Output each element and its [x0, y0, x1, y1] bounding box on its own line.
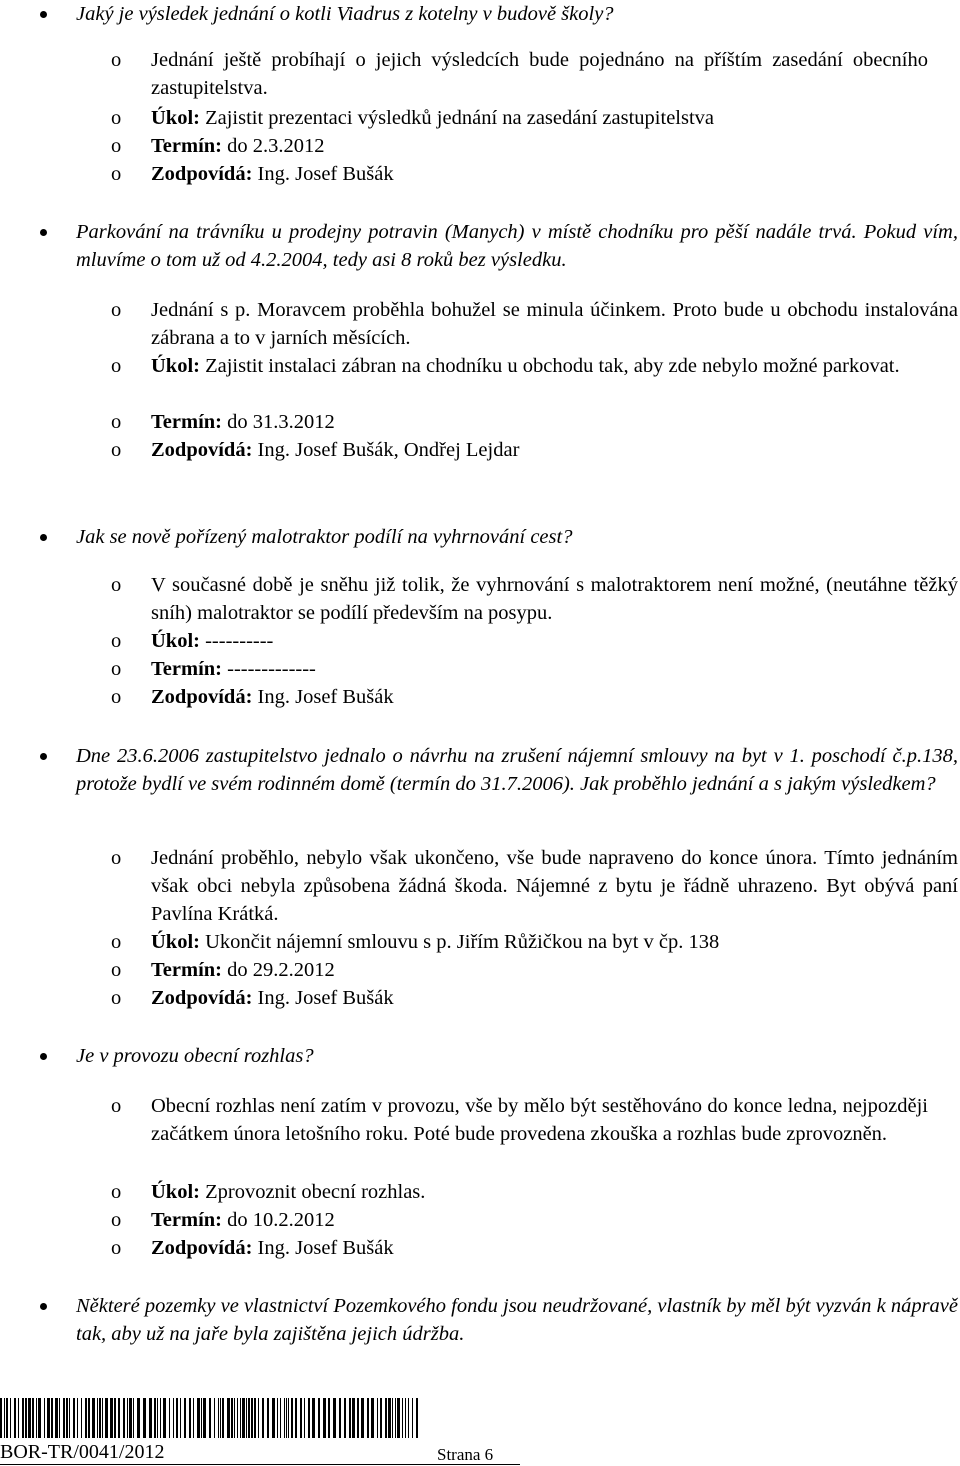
item-label: Termín: — [151, 411, 222, 433]
sub-bullet-marker: o — [111, 987, 122, 1009]
sub-bullet-marker: o — [111, 574, 122, 596]
item-text: Obecní rozhlas není zatím v provozu, vše by mělo být sestěhováno do konce ledna, nejpozději začátkem února letošního roku. Poté bude provedena zkouška a rozhlas bude zprovozněn. — [151, 1095, 928, 1145]
item-label: Úkol: — [151, 931, 200, 953]
item-label: Úkol: — [151, 107, 200, 129]
barcode-icon — [0, 1398, 420, 1438]
bullet-icon — [40, 534, 47, 541]
item-label: Zodpovídá: — [151, 987, 253, 1009]
topic-question: Parkování na trávníku u prodejny potravin (Manych) v místě chodníku pro pěší nadále trvá. Pokud vím, mluvíme o tom už od 4.2.2004, tedy asi 8 roků bez výsledku. — [76, 221, 958, 271]
sub-bullet-marker: o — [111, 1095, 122, 1117]
topic-question: Jaký je výsledek jednání o kotli Viadrus z kotelny v budově školy? — [76, 3, 614, 25]
item-text: Zodpovídá: Ing. Josef Bušák — [151, 1237, 394, 1259]
sub-bullet-marker: o — [111, 931, 122, 953]
item-label: Termín: — [151, 959, 222, 981]
item-label: Termín: — [151, 135, 222, 157]
sub-bullet-marker: o — [111, 49, 122, 71]
sub-bullet-marker: o — [111, 959, 122, 981]
item-text: Jednání ještě probíhají o jejich výsledcích bude pojednáno na příštím zasedání obecního zastupitelstva. — [151, 49, 928, 99]
item-text: Úkol: Zajistit instalaci zábran na chodníku u obchodu tak, aby zde nebylo možné parkovat. — [151, 355, 900, 377]
item-text: Termín: do 10.2.2012 — [151, 1209, 335, 1231]
item-label: Úkol: — [151, 1181, 200, 1203]
page-footer — [0, 1398, 960, 1465]
sub-bullet-marker: o — [111, 1209, 122, 1231]
item-label: Zodpovídá: — [151, 439, 253, 461]
bullet-icon — [40, 11, 47, 18]
document-id: BOR-TR/0041/2012 — [0, 1441, 165, 1463]
sub-bullet-marker: o — [111, 355, 122, 377]
item-text: Zodpovídá: Ing. Josef Bušák — [151, 163, 394, 185]
bullet-icon — [40, 753, 47, 760]
sub-bullet-marker: o — [111, 299, 122, 321]
bullet-icon — [40, 1303, 47, 1310]
sub-bullet-marker: o — [111, 658, 122, 680]
sub-bullet-marker: o — [111, 163, 122, 185]
item-text: Zodpovídá: Ing. Josef Bušák — [151, 987, 394, 1009]
item-label: Zodpovídá: — [151, 1237, 253, 1259]
sub-bullet-marker: o — [111, 107, 122, 129]
bullet-icon — [40, 229, 47, 236]
item-label: Termín: — [151, 1209, 222, 1231]
bullet-icon — [40, 1053, 47, 1060]
sub-bullet-marker: o — [111, 630, 122, 652]
item-text: Termín: do 2.3.2012 — [151, 135, 325, 157]
topic-question: Dne 23.6.2006 zastupitelstvo jednalo o návrhu na zrušení nájemní smlouvy na byt v 1. poschodí č.p.138, protože bydlí ve svém rodinném domě (termín do 31.7.2006). Jak proběhlo jednání a s jakým výsledkem? — [76, 745, 958, 795]
item-text: Jednání proběhlo, nebylo však ukončeno, vše bude napraveno do konce února. Tímto jednáním však obci nebyla způsobena žádná škoda. Nájemné z bytu je řádně uhrazeno. Byt obývá paní Pavlína Krátká. — [151, 847, 958, 925]
item-text: V současné době je sněhu již tolik, že vyhrnování s malotraktorem není možné, (neutáhne těžký sníh) malotraktor se podílí především na posypu. — [151, 574, 958, 624]
sub-bullet-marker: o — [111, 847, 122, 869]
sub-bullet-marker: o — [111, 1237, 122, 1259]
item-label: Úkol: — [151, 630, 200, 652]
item-text: Termín: ------------- — [151, 658, 316, 680]
item-label: Zodpovídá: — [151, 163, 253, 185]
sub-bullet-marker: o — [111, 411, 122, 433]
item-label: Zodpovídá: — [151, 686, 253, 708]
topic-question: Některé pozemky ve vlastnictví Pozemkového fondu jsou neudržované, vlastník by měl být vyzván k nápravě tak, aby už na jaře byla zajištěna jejich údržba. — [76, 1295, 958, 1345]
sub-bullet-marker: o — [111, 1181, 122, 1203]
item-text: Jednání s p. Moravcem proběhla bohužel se minula účinkem. Proto bude u obchodu instalována zábrana a to v jarních měsících. — [151, 299, 958, 349]
item-text: Úkol: Zajistit prezentaci výsledků jednání na zasedání zastupitelstva — [151, 107, 715, 129]
item-text: Termín: do 29.2.2012 — [151, 959, 335, 981]
item-text: Úkol: Zprovoznit obecní rozhlas. — [151, 1181, 426, 1203]
sub-bullet-marker: o — [111, 686, 122, 708]
sub-bullet-marker: o — [111, 135, 122, 157]
item-label: Termín: — [151, 658, 222, 680]
item-text: Úkol: Ukončit nájemní smlouvu s p. Jiřím Růžičkou na byt v čp. 138 — [151, 931, 720, 953]
item-text: Zodpovídá: Ing. Josef Bušák — [151, 686, 394, 708]
item-text: Zodpovídá: Ing. Josef Bušák, Ondřej Lejdar — [151, 439, 520, 461]
topic-question: Je v provozu obecní rozhlas? — [76, 1045, 314, 1067]
page-number: Strana 6 — [437, 1445, 494, 1464]
item-label: Úkol: — [151, 355, 200, 377]
sub-bullet-marker: o — [111, 439, 122, 461]
item-text: Úkol: ---------- — [151, 630, 274, 652]
item-text: Termín: do 31.3.2012 — [151, 411, 335, 433]
topic-question: Jak se nově pořízený malotraktor podílí na vyhrnování cest? — [76, 526, 573, 548]
